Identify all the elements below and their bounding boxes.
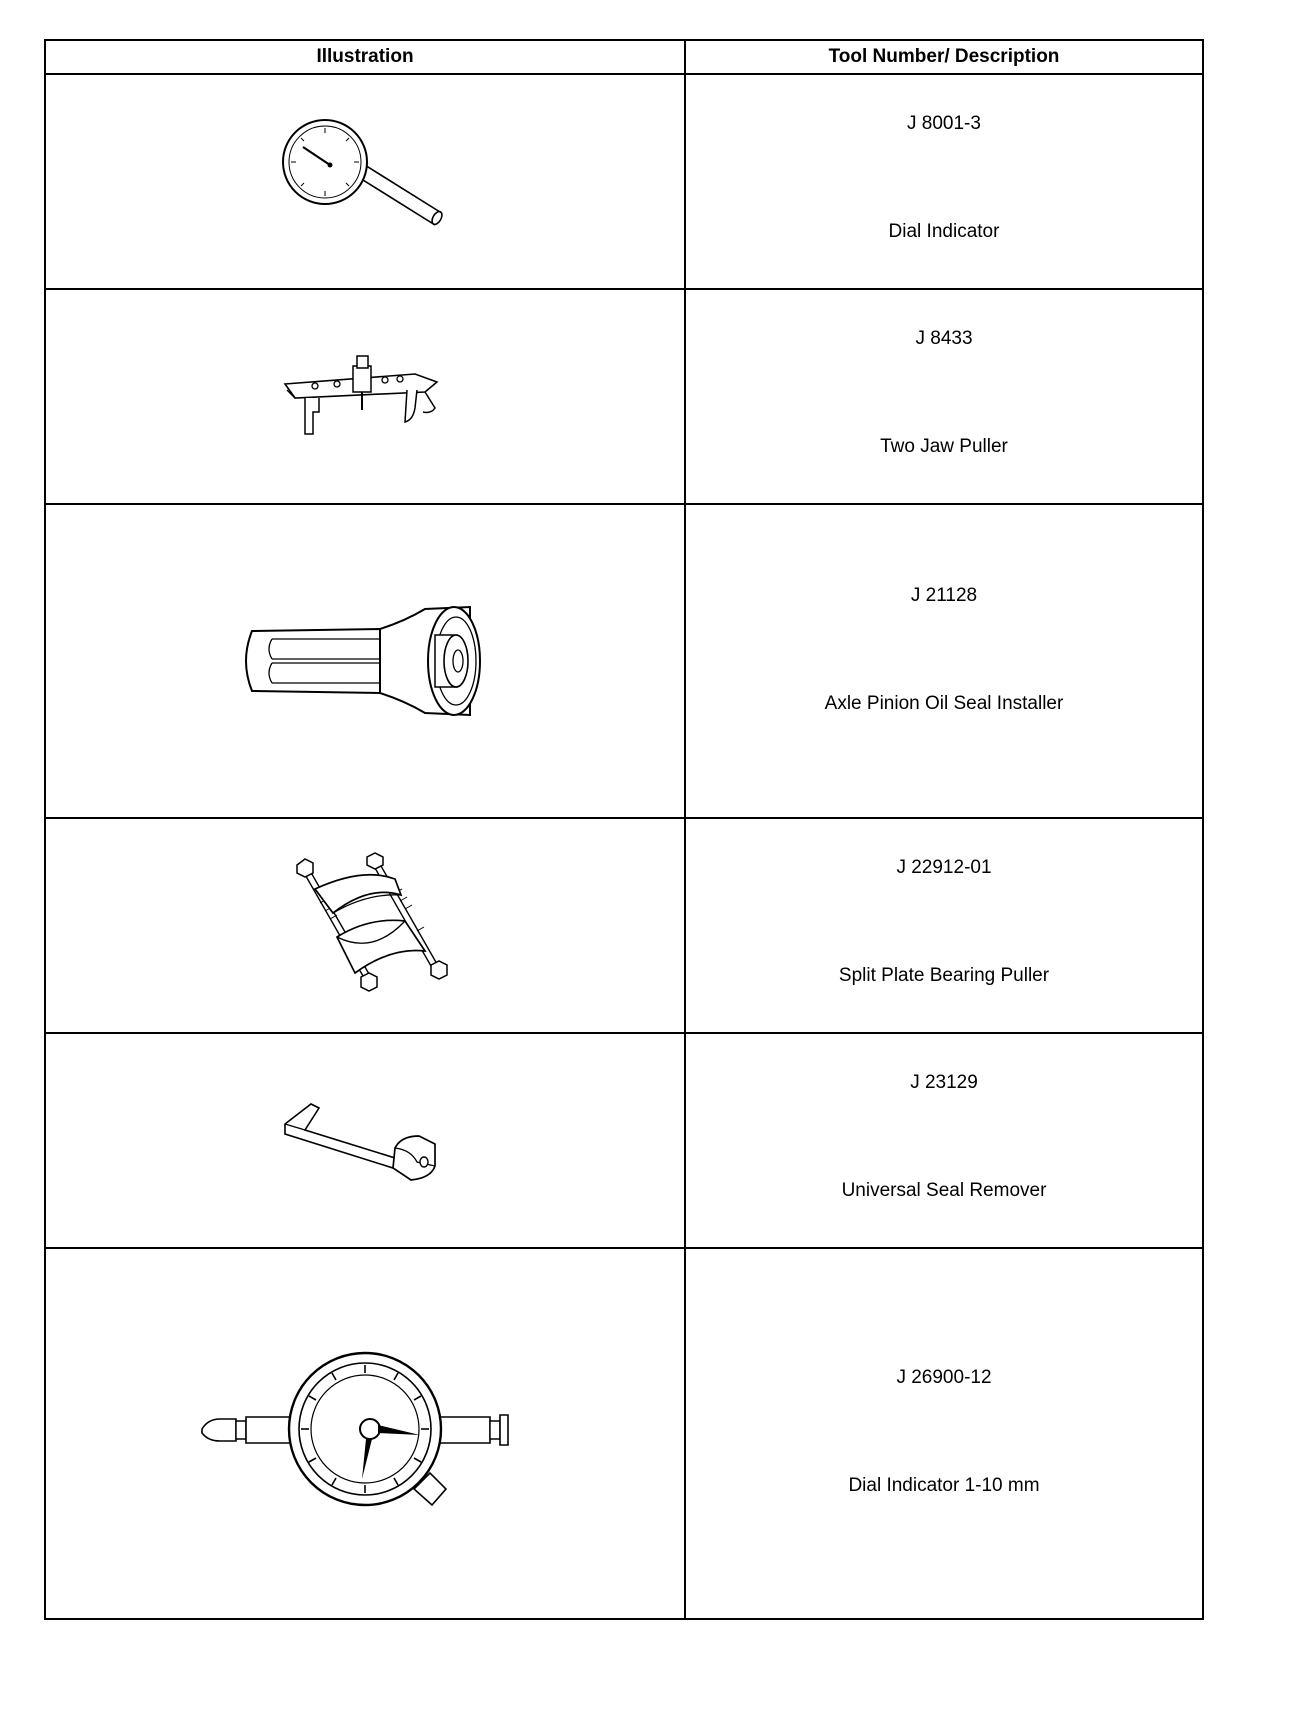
illustration-cell [45, 289, 685, 504]
description-cell [685, 1248, 1203, 1619]
tool-description: Dial Indicator [888, 221, 1000, 242]
table-row [45, 818, 1203, 1033]
tool-number: J 8001-3 [907, 113, 981, 134]
description-cell [685, 504, 1203, 818]
description-cell [685, 74, 1203, 289]
seal-installer-icon [230, 601, 500, 721]
illustration-header: Illustration [45, 40, 685, 74]
table-row [45, 504, 1203, 818]
table-row [45, 1248, 1203, 1619]
tools-table [44, 39, 1204, 1620]
dial-indicator-mm-icon [200, 1349, 530, 1519]
tool-number: J 26900-12 [896, 1367, 992, 1388]
tool-description: Universal Seal Remover [841, 1180, 1047, 1201]
illustration-cell [45, 1248, 685, 1619]
tool-description: Two Jaw Puller [880, 436, 1008, 457]
header-row [45, 40, 1203, 74]
table-row [45, 74, 1203, 289]
tool-description: Dial Indicator 1-10 mm [848, 1475, 1040, 1496]
tool-number: J 21128 [910, 585, 978, 606]
illustration-cell [45, 74, 685, 289]
tool-number: J 23129 [910, 1072, 978, 1093]
illustration-cell [45, 818, 685, 1033]
dial-indicator-icon [275, 117, 455, 247]
tool-description: Split Plate Bearing Puller [838, 965, 1050, 986]
table-row [45, 1033, 1203, 1248]
tool-number: J 22912-01 [896, 857, 992, 878]
description-cell [685, 818, 1203, 1033]
illustration-cell [45, 1033, 685, 1248]
table-row [45, 289, 1203, 504]
illustration-cell [45, 504, 685, 818]
tool-number: J 8433 [915, 328, 973, 349]
tool-description: Axle Pinion Oil Seal Installer [824, 693, 1064, 714]
seal-remover-icon [275, 1096, 455, 1186]
description-cell [685, 289, 1203, 504]
tool-header: Tool Number/ Description [685, 40, 1203, 74]
split-plate-puller-icon [275, 851, 455, 1001]
description-cell [685, 1033, 1203, 1248]
two-jaw-puller-icon [275, 352, 455, 442]
